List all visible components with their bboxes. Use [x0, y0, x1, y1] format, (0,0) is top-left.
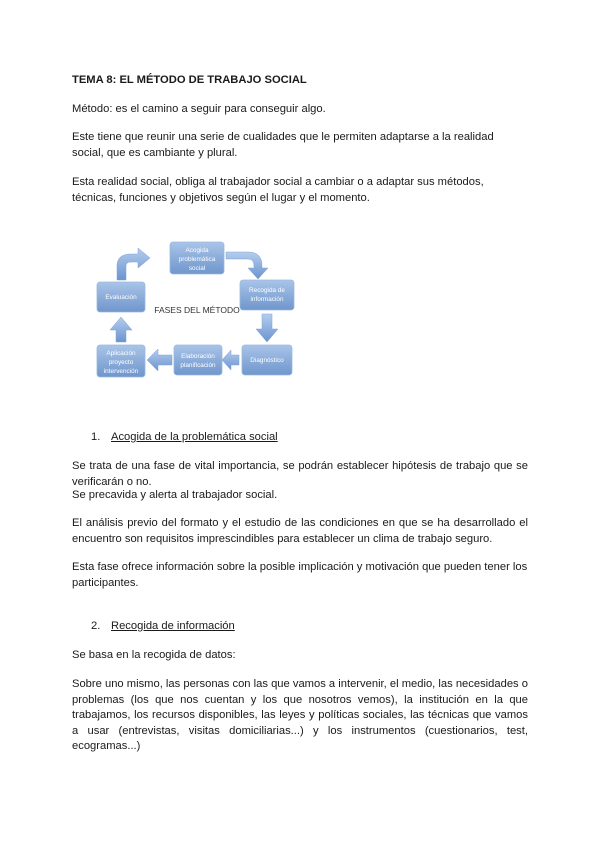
phase-box-diagnostico	[242, 345, 292, 375]
page-title: TEMA 8: EL MÉTODO DE TRABAJO SOCIAL	[72, 74, 307, 86]
section-1-title: Acogida de la problemática social	[111, 431, 278, 443]
phase-label-acogida-line3: social	[188, 265, 206, 272]
phase-label-diagnostico: Diagnóstico	[250, 357, 284, 364]
phase-label-acogida-line2: problemática	[178, 256, 216, 263]
section-1-paragraph-4: Esta fase ofrece información sobre la posible implicación y motivación que pueden tener los participantes.	[72, 561, 528, 589]
section-1-heading	[91, 430, 278, 445]
section-2-heading	[91, 619, 235, 634]
phase-label-evaluacion: Evaluación	[105, 294, 137, 301]
phase-label-acogida-line1: Acogida	[185, 247, 209, 254]
phase-box-evaluacion	[97, 282, 145, 312]
section-1-paragraph-2: Se precavida y alerta al trabajador social.	[72, 489, 278, 501]
intro-paragraph-2: Este tiene que reunir una serie de cualidades que le permiten adaptarse a la realidad social, que es cambiante y plural.	[72, 131, 494, 159]
phase-label-aplicacion-line3: intervención	[103, 368, 139, 375]
arrow-left-icon-1	[222, 350, 239, 370]
arrow-right-down-icon	[226, 252, 268, 279]
arrow-down-icon	[256, 314, 278, 342]
section-1-paragraph-3: El análisis previo del formato y el estudio de las condiciones en que se ha desarrollado el encuentro son requisitos imprescindibles para establecer un clima de trabajo seguro.	[72, 517, 528, 545]
phase-box-elaboracion	[174, 345, 222, 375]
section-1-paragraph-1: Se trata de una fase de vital importancia, se podrán establecer hipótesis de trabajo que se verificarán o no.	[72, 460, 528, 488]
intro-paragraph-1: Método: es el camino a seguir para conseguir algo.	[72, 103, 326, 115]
intro-paragraph-3: Esta realidad social, obliga al trabajador social a cambiar o a adaptar sus métodos, técnicas, funciones y objetivos según el lugar y el momento.	[72, 176, 484, 204]
phase-label-recogida-line1: Recogida de	[249, 287, 285, 294]
arrow-left-icon-2	[147, 349, 172, 371]
phase-box-recogida	[240, 280, 294, 310]
phase-box-acogida	[170, 242, 224, 274]
section-1-number: 1.	[91, 431, 101, 443]
section-2-title: Recogida de información	[111, 620, 235, 632]
section-2-number: 2.	[91, 620, 101, 632]
arrow-up-icon	[110, 317, 132, 342]
phase-box-aplicacion	[97, 345, 145, 377]
arrow-up-right-icon	[117, 248, 150, 280]
diagram-center-label: FASES DEL MÉTODO	[154, 305, 240, 315]
phase-label-aplicacion-line1: Aplicación	[106, 350, 136, 357]
section-2-paragraph-2: Sobre uno mismo, las personas con las que vamos a intervenir, el medio, las necesidades o problemas (los que nos cuentan y los que nosotros vemos), la institución en la que trabajamos, los recursos disponibles, las leyes y políticas sociales, las técnicas que vamos a usar (entrevistas, visitas domiciliarias...) y los instrumentos (cuestionarios, test, ecogramas...)	[72, 678, 528, 752]
section-2-paragraph-1: Se basa en la recogida de datos:	[72, 649, 236, 661]
phase-label-elaboracion-line2: planificación	[180, 362, 216, 369]
phase-label-aplicacion-line2: proyecto	[108, 359, 134, 366]
phase-label-recogida-line2: información	[250, 296, 284, 303]
phase-label-elaboracion-line1: Elaboración	[181, 353, 215, 360]
